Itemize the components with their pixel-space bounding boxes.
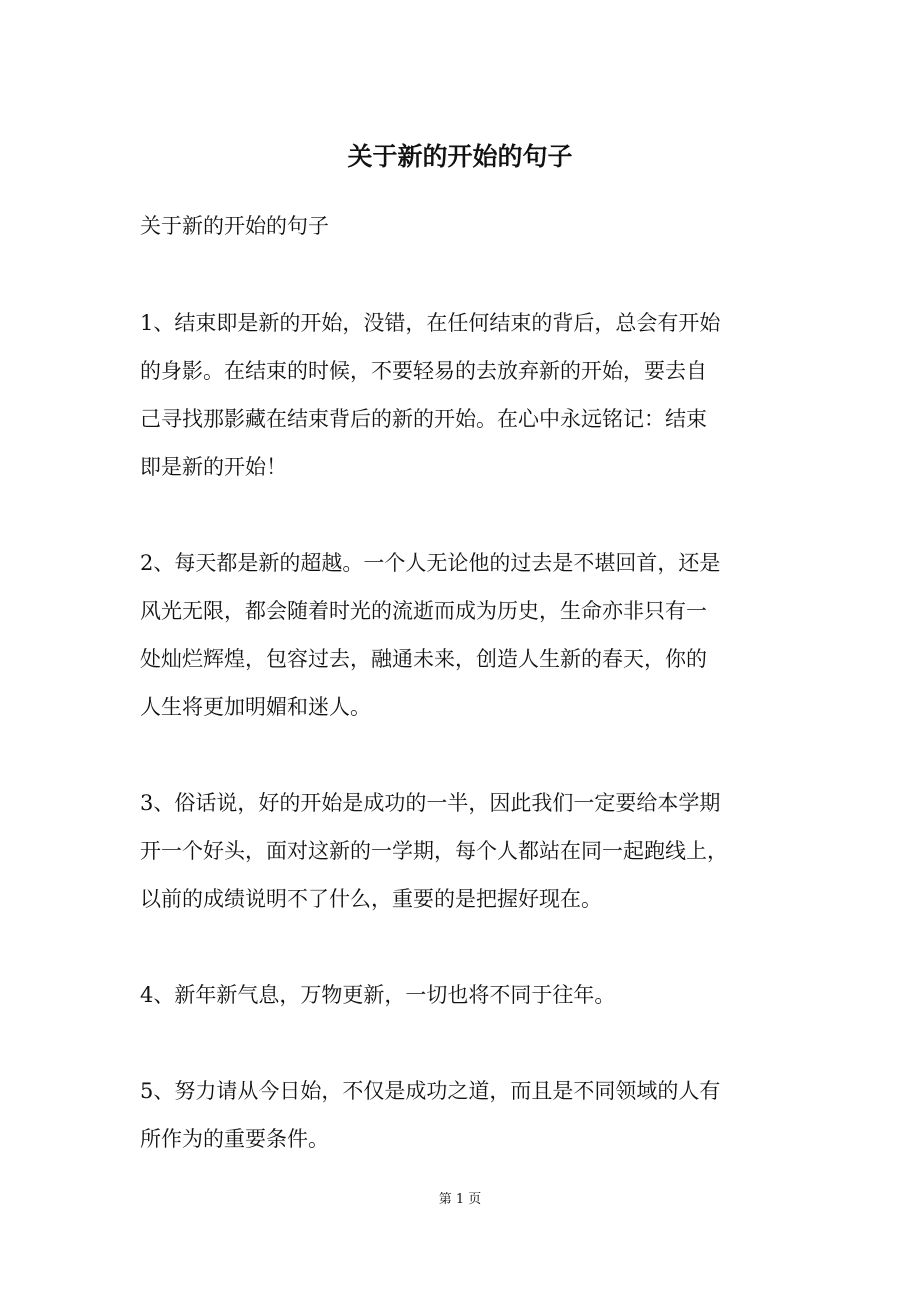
document-subtitle: 关于新的开始的句子 (140, 214, 329, 238)
paragraph-2: 2、每天都是新的超越。一个人无论他的过去是不堪回首，还是 风光无限，都会随着时光的流逝而成为历史，生命亦非只有一 处灿烂辉煌，包容过去，融通未来，创造人生新的春天，你的 人生将更加明媚和迷人。 (140, 551, 721, 719)
page-number: 第 1 页 (438, 1192, 482, 1207)
paragraph-5: 5、努力请从今日始，不仅是成功之道，而且是不同领域的人有 所作为的重要条件。 (140, 1079, 721, 1151)
paragraph-4: 4、新年新气息，万物更新，一切也将不同于往年。 (140, 983, 616, 1007)
document-title: 关于新的开始的句子 (347, 142, 573, 171)
paragraph-3: 3、俗话说，好的开始是成功的一半，因此我们一定要给本学期 开一个好头，面对这新的一学期，每个人都站在同一起跑线上， 以前的成绩说明不了什么，重要的是把握好现在。 (140, 791, 728, 911)
paragraph-1: 1、结束即是新的开始，没错，在任何结束的背后，总会有开始 的身影。在结束的时候，不要轻易的去放弃新的开始，要去自 己寻找那影藏在结束背后的新的开始。在心中永远铭记：结束 即是新的开始！ (140, 311, 721, 479)
